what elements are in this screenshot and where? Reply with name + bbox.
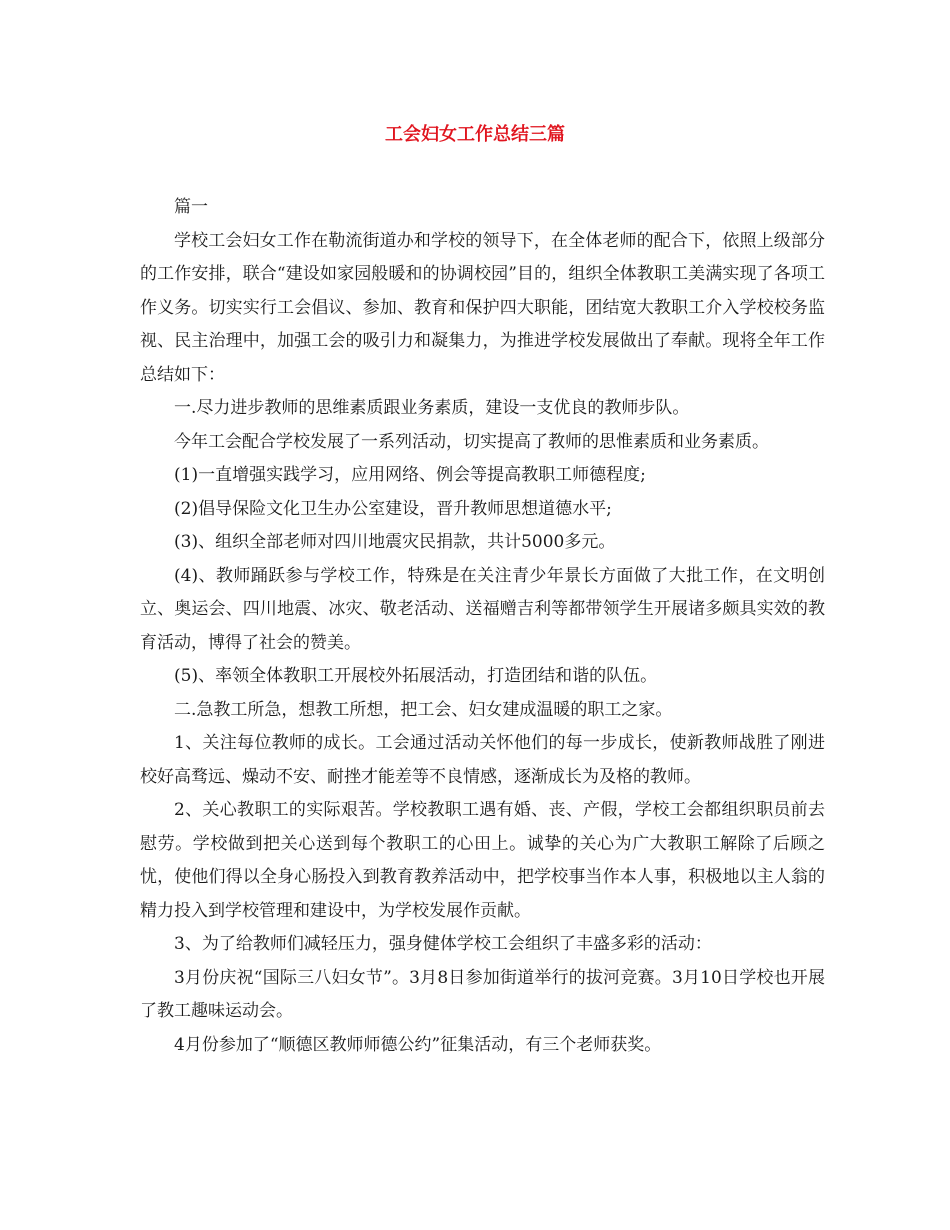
- document-body: [140, 191, 825, 1062]
- paragraph: 今年工会配合学校发展了一系列活动，切实提高了教师的思惟素质和业务素质。: [174, 431, 769, 452]
- paragraph: 3、为了给教师们减轻压力，强身健体学校工会组织了丰盛多彩的活动：: [174, 934, 712, 954]
- paragraph: 2、关心教职工的实际艰苦。学校教职工遇有婚、丧、产假，学校工会都组织职员前去慰劳。学校做到把关心送到每个教职工的心田上。诚挚的关心为广大教职工解除了后顾之忧，使他们得以全身心肠投入到教育教养活动中，把学校事当作本人事，积极地以主人翁的精力投入到学校管理和建设中，为学校发展作贡献。: [140, 800, 825, 921]
- paragraph: 二.急教工所急，想教工所想，把工会、妇女建成温暖的职工之家。: [174, 699, 673, 720]
- paragraph: 一.尽力进步教师的思维素质跟业务素质，建设一支优良的教师步队。: [174, 398, 690, 418]
- paragraph: (1)一直增强实践学习，应用网络、例会等提高教职工师德程度;: [174, 465, 646, 485]
- section-heading: 篇一: [174, 197, 208, 217]
- document-title: 工会妇女工作总结三篇: [385, 124, 565, 145]
- paragraph: (3)、组织全部老师对四川地震灾民捐款，共计5000多元。: [174, 532, 616, 552]
- paragraph: (5)、率领全体教职工开展校外拓展活动，打造团结和谐的队伍。: [174, 666, 658, 686]
- paragraph: 学校工会妇女工作在勒流街道办和学校的领导下，在全体老师的配合下，依照上级部分的工作安排，联合“建设如家园般暖和的协调校园”目的，组织全体教职工美满实现了各项工作义务。切实实行工会倡议、参加、教育和保护四大职能，团结宽大教职工介入学校校务监视、民主治理中，加强工会的吸引力和凝集力，为推进学校发展做出了奉献。现将全年工作总结如下：: [140, 230, 825, 385]
- paragraph: (4)、教师踊跃参与学校工作，特殊是在关注青少年景长方面做了大批工作，在文明创立、奥运会、四川地震、冰灾、敬老活动、送福赠吉利等都带领学生开展诸多颇具实效的教育活动，博得了社会的赞美。: [140, 565, 825, 653]
- paragraph: (2)倡导保险文化卫生办公室建设，晋升教师思想道德水平;: [174, 498, 612, 519]
- paragraph: 4月份参加了“顺德区教师师德公约”征集活动，有三个老师获奖。: [174, 1034, 662, 1055]
- paragraph: 3月份庆祝“国际三八妇女节”。3月8日参加街道举行的拔河竞赛。3月10日学校也开展了教工趣味运动会。: [140, 967, 825, 1021]
- paragraph: 1、关注每位教师的成长。工会通过活动关怀他们的每一步成长，使新教师战胜了刚进校好高骛远、燥动不安、耐挫才能差等不良情感，逐渐成长为及格的教师。: [140, 733, 825, 787]
